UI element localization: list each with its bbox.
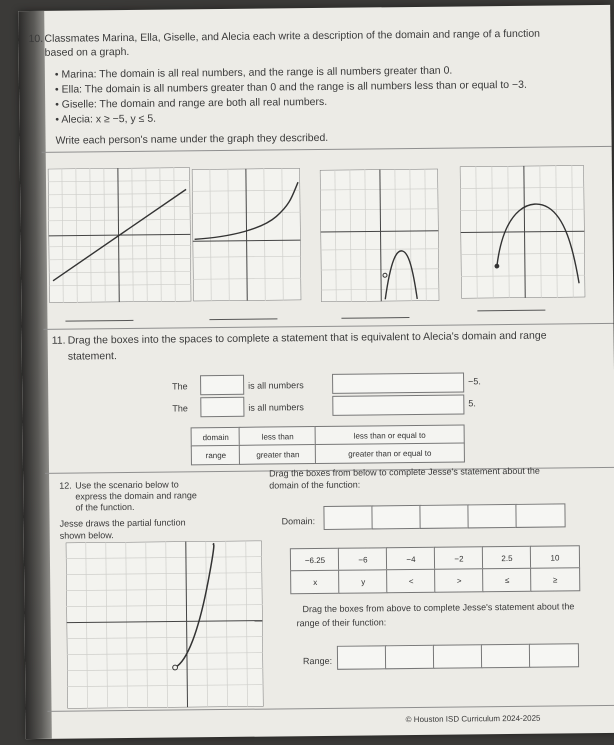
tile-greater-than[interactable]: greater than: [239, 444, 317, 465]
tile-neg-6[interactable]: −6: [338, 547, 388, 572]
q10-number: 10.: [28, 32, 44, 46]
tile-greater-than-or-equal[interactable]: greater than or equal to: [315, 442, 465, 464]
q12-left-line5: shown below.: [59, 530, 114, 541]
tile-less-than-symbol[interactable]: <: [386, 569, 436, 594]
bullet-alecia: • Alecia: x ≥ −5, y ≤ 5.: [55, 112, 157, 126]
tile-neg-6-25[interactable]: −6.25: [290, 548, 340, 573]
row1-the: The: [172, 381, 188, 392]
drop-target-row2-relation[interactable]: [332, 394, 464, 415]
tile-neg-4[interactable]: −4: [386, 547, 436, 572]
row2-the: The: [172, 403, 188, 414]
tile-x[interactable]: x: [290, 570, 340, 595]
tile-less-equal-symbol[interactable]: ≤: [482, 568, 532, 593]
tile-less-than[interactable]: less than: [239, 426, 317, 447]
row2-end: 5.: [468, 398, 476, 409]
q12-number: 12.: [59, 480, 72, 491]
photo-edge-shadow: [18, 11, 52, 739]
q10-intro-line2: based on a graph.: [44, 45, 130, 59]
q12-left-line3: of the function.: [75, 501, 135, 513]
domain-slot-2[interactable]: [371, 505, 421, 530]
q12-left-line4: Jesse draws the partial function: [59, 517, 186, 529]
q11-prompt-line1: Drag the boxes into the spaces to complete a statement that is equivalent to Alecia's domain and range: [67, 329, 547, 347]
graph-4-parabola: [460, 165, 585, 298]
row1-mid: is all numbers: [248, 380, 304, 391]
bullet-giselle: • Giselle: The domain and range are both all real numbers.: [55, 95, 328, 111]
tile-neg-2[interactable]: −2: [434, 546, 484, 571]
row1-end: −5.: [468, 376, 481, 387]
graph-1-line: [48, 167, 191, 302]
range-slot-3[interactable]: [433, 644, 483, 669]
tile-greater-than-symbol[interactable]: >: [434, 568, 484, 593]
tile-y[interactable]: y: [338, 569, 388, 594]
q11-number: 11.: [51, 334, 66, 347]
domain-slot-1[interactable]: [323, 505, 373, 530]
range-label: Range:: [302, 655, 333, 667]
answer-blank-4[interactable]: [477, 310, 545, 312]
drop-target-row1-subject[interactable]: [200, 375, 244, 395]
domain-label: Domain:: [281, 516, 316, 527]
domain-slot-5[interactable]: [515, 503, 565, 528]
footer-copyright: © Houston ISD Curriculum 2024-2025: [405, 713, 541, 725]
tile-2-5[interactable]: 2.5: [482, 546, 532, 571]
range-slot-4[interactable]: [481, 644, 531, 669]
row2-mid: is all numbers: [248, 402, 304, 413]
q12-left-line2: express the domain and range: [75, 490, 197, 502]
jesse-graph: [66, 541, 264, 709]
tile-10[interactable]: 10: [530, 545, 580, 570]
q12-left-line1: Use the scenario below to: [75, 479, 179, 491]
tile-less-than-or-equal[interactable]: less than or equal to: [315, 424, 465, 446]
answer-blank-1[interactable]: [65, 320, 133, 322]
range-prompt-line1: Drag the boxes from above to complete Jesse's statement about the: [302, 601, 575, 615]
drop-target-row1-relation[interactable]: [332, 372, 464, 393]
graph-3-parabola-down: [320, 169, 439, 302]
tile-greater-equal-symbol[interactable]: ≥: [530, 567, 580, 592]
bullet-marina: • Marina: The domain is all real numbers, and the range is all numbers greater than 0.: [54, 64, 453, 81]
q10-intro-line1: Classmates Marina, Ella, Giselle, and Alecia each write a description of the domain and range of a function: [44, 27, 541, 45]
domain-slot-3[interactable]: [419, 504, 469, 529]
q12-right-line1: Drag the boxes from below to complete Jesse's statement about the: [269, 465, 540, 479]
worksheet-page: [18, 5, 614, 739]
range-slot-1[interactable]: [337, 645, 387, 670]
q10-instruction: Write each person's name under the graph they described.: [55, 131, 329, 147]
range-prompt-line2: range of their function:: [296, 617, 387, 629]
bullet-ella: • Ella: The domain is all numbers greater than 0 and the range is all numbers less than or equal to −3.: [54, 78, 527, 96]
q11-prompt-line2: statement.: [67, 350, 117, 363]
answer-blank-2[interactable]: [209, 318, 277, 320]
range-slot-2[interactable]: [385, 645, 435, 670]
domain-slot-4[interactable]: [467, 504, 517, 529]
answer-blank-3[interactable]: [341, 317, 409, 319]
divider: [42, 146, 612, 153]
tile-domain[interactable]: domain: [191, 427, 241, 448]
tile-range[interactable]: range: [191, 445, 241, 466]
range-slot-5[interactable]: [529, 643, 579, 668]
graph-2-exponential: [192, 168, 301, 301]
drop-target-row2-subject[interactable]: [200, 397, 244, 417]
q12-right-line2: domain of the function:: [269, 479, 361, 491]
